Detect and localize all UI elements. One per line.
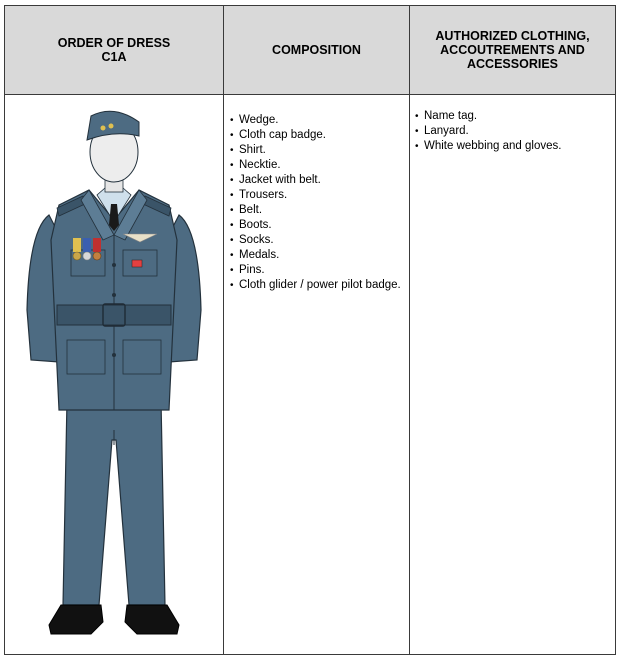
authorized-list <box>410 95 615 154</box>
list-item: • Wedge. <box>230 113 405 128</box>
list-item: • Lanyard. <box>415 124 611 139</box>
composition-list <box>224 95 409 293</box>
order-of-dress-code: C1A <box>101 50 127 64</box>
list-item: • Pins. <box>230 263 405 278</box>
composition-cell <box>224 95 410 655</box>
order-of-dress-title: ORDER OF DRESS <box>57 36 171 50</box>
order-of-dress-header <box>5 6 224 95</box>
list-item: • Name tag. <box>415 109 611 124</box>
uniform-figure-illustration <box>19 100 209 650</box>
list-item: • White webbing and gloves. <box>415 139 611 154</box>
uniform-figure-cell <box>5 95 224 655</box>
content-row <box>5 95 616 655</box>
list-item: • Trousers. <box>230 188 405 203</box>
list-item: • Jacket with belt. <box>230 173 405 188</box>
composition-header: COMPOSITION <box>224 6 410 95</box>
authorized-header: AUTHORIZED CLOTHING, ACCOUTREMENTS AND ACCESSORIES <box>410 6 616 95</box>
authorized-cell <box>410 95 616 655</box>
list-item: • Shirt. <box>230 143 405 158</box>
order-of-dress-table <box>4 5 616 655</box>
header-row <box>5 6 616 95</box>
list-item: • Medals. <box>230 248 405 263</box>
list-item: • Cloth cap badge. <box>230 128 405 143</box>
list-item: • Belt. <box>230 203 405 218</box>
list-item: • Boots. <box>230 218 405 233</box>
list-item: • Necktie. <box>230 158 405 173</box>
list-item: • Cloth glider / power pilot badge. <box>230 278 405 293</box>
list-item: • Socks. <box>230 233 405 248</box>
